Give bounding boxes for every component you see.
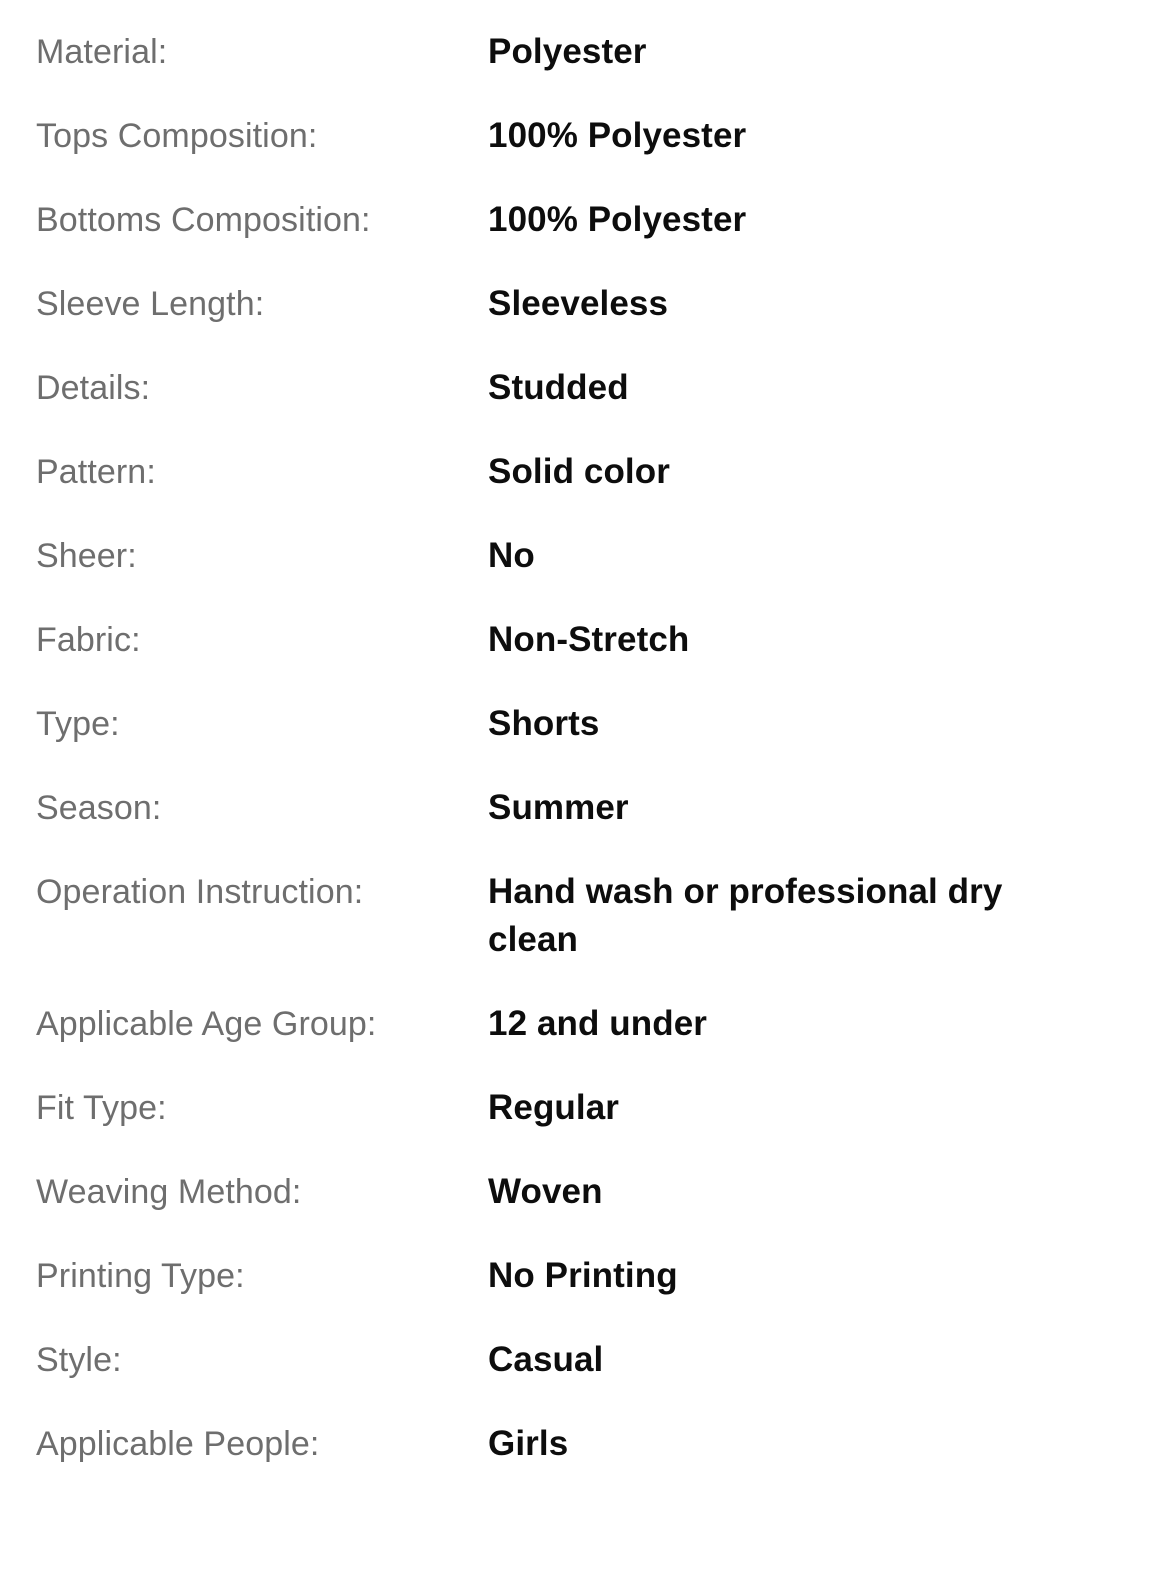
spec-label: Printing Type:	[36, 1257, 245, 1295]
spec-label: Tops Composition:	[36, 117, 318, 155]
spec-value: Solid color	[488, 452, 670, 491]
spec-label: Weaving Method:	[36, 1173, 302, 1211]
table-row	[36, 1168, 1134, 1216]
table-row	[36, 1252, 1134, 1300]
spec-label: Applicable People:	[36, 1425, 320, 1463]
spec-value: Summer	[488, 788, 629, 827]
table-row	[36, 784, 1134, 832]
spec-value: Studded	[488, 368, 629, 407]
table-row	[36, 448, 1134, 496]
spec-value: Non-Stretch	[488, 620, 690, 659]
table-row	[36, 1000, 1134, 1048]
table-row	[36, 616, 1134, 664]
spec-value: Shorts	[488, 704, 600, 743]
table-row	[36, 868, 1134, 964]
spec-value: Woven	[488, 1172, 603, 1211]
table-row	[36, 112, 1134, 160]
table-row	[36, 1084, 1134, 1132]
spec-label: Bottoms Composition:	[36, 201, 371, 239]
spec-value: Regular	[488, 1088, 620, 1127]
table-row	[36, 196, 1134, 244]
table-row	[36, 1420, 1134, 1468]
spec-label: Type:	[36, 705, 120, 743]
spec-label: Pattern:	[36, 453, 156, 491]
spec-value: 100% Polyester	[488, 200, 747, 239]
spec-label: Fit Type:	[36, 1089, 167, 1127]
spec-value: Polyester	[488, 32, 647, 71]
spec-value: 100% Polyester	[488, 116, 747, 155]
spec-label: Operation Instruction:	[36, 873, 364, 911]
spec-label: Material:	[36, 33, 168, 71]
table-row	[36, 364, 1134, 412]
spec-label: Fabric:	[36, 621, 141, 659]
table-row	[36, 28, 1134, 76]
spec-value: Casual	[488, 1340, 604, 1379]
table-row	[36, 1336, 1134, 1384]
spec-label: Sleeve Length:	[36, 285, 265, 323]
spec-value: Hand wash or professional dry clean	[488, 872, 1003, 959]
spec-value: Sleeveless	[488, 284, 669, 323]
spec-value: No Printing	[488, 1256, 678, 1295]
spec-label: Season:	[36, 789, 162, 827]
spec-value: 12 and under	[488, 1004, 708, 1043]
spec-value: Girls	[488, 1424, 569, 1463]
spec-value: No	[488, 536, 535, 575]
spec-label: Applicable Age Group:	[36, 1005, 377, 1043]
table-row	[36, 532, 1134, 580]
spec-label: Sheer:	[36, 537, 137, 575]
spec-label: Style:	[36, 1341, 122, 1379]
table-row	[36, 280, 1134, 328]
spec-label: Details:	[36, 369, 151, 407]
table-row	[36, 700, 1134, 748]
